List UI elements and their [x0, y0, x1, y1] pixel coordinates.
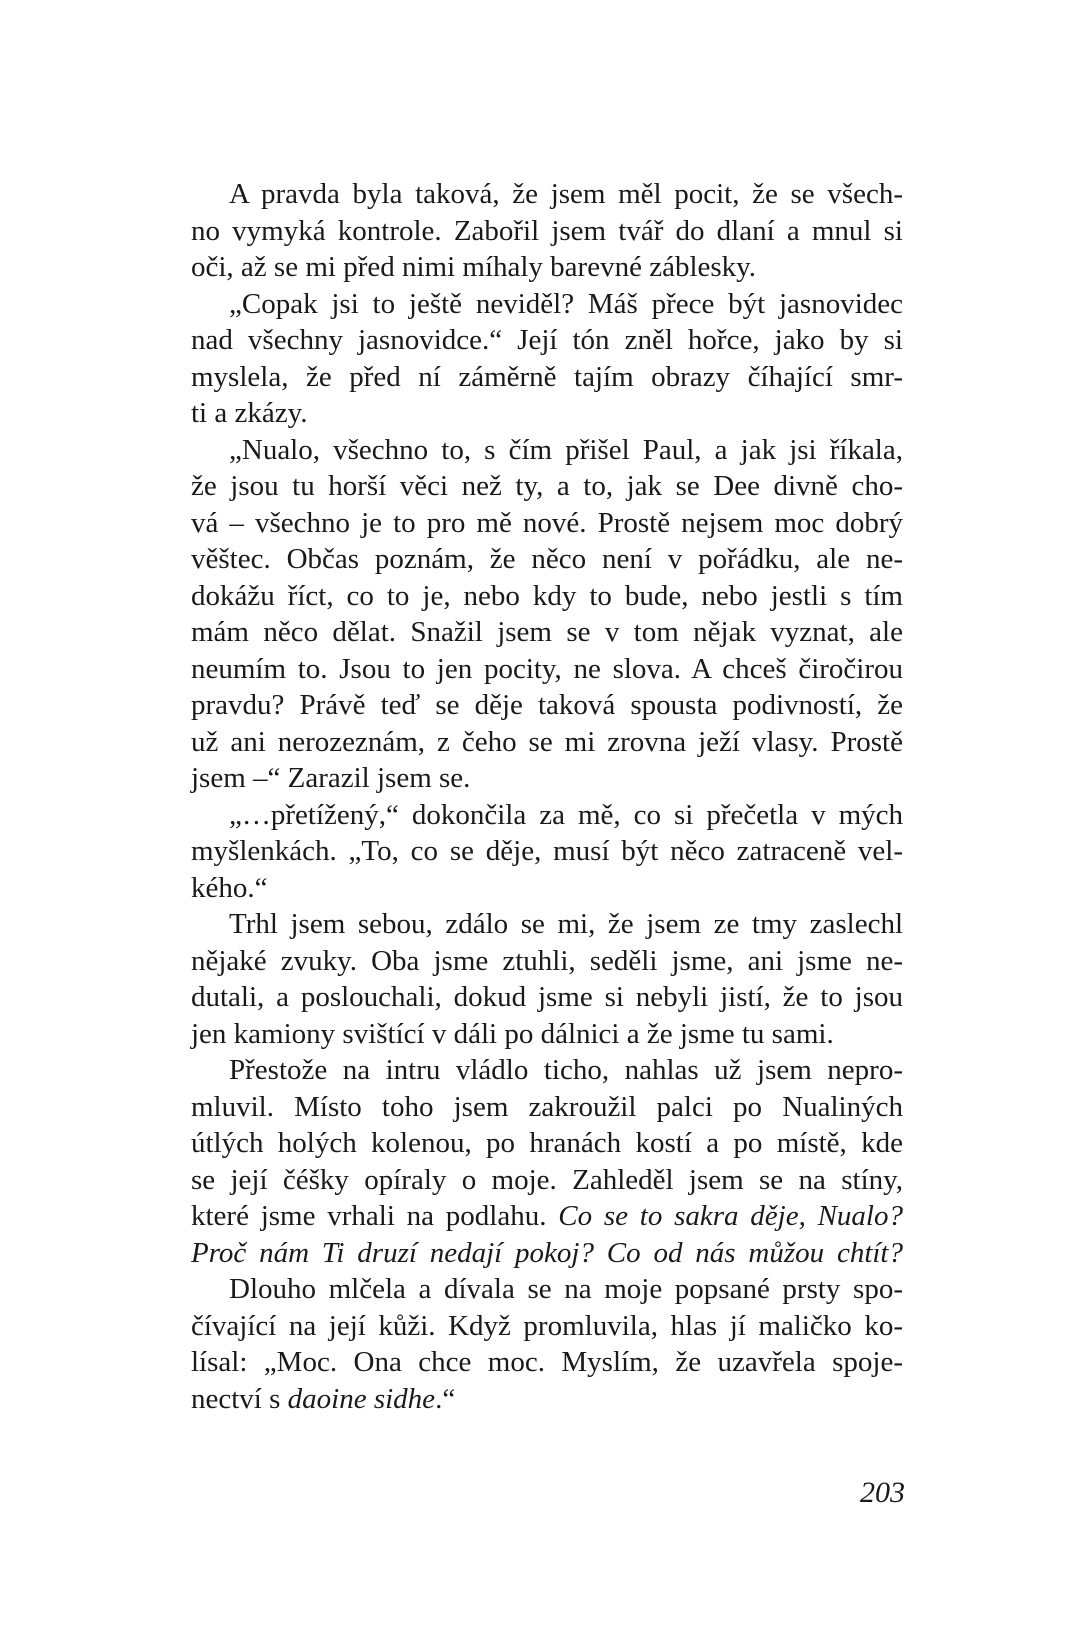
text-line: mluvil. Místo toho jsem zakroužil palci po Nualiných: [191, 1090, 903, 1123]
text-fragment: které jsme vrhali na podlahu.: [191, 1200, 547, 1232]
paragraph: [191, 1271, 903, 1417]
text-line: [191, 1235, 903, 1272]
text-line: [191, 1381, 903, 1418]
text-line: neumím to. Jsou to jen pocity, ne slova. A chceš čiročirou: [191, 652, 903, 685]
text-fragment: nectví s: [191, 1382, 288, 1415]
paragraph: [191, 176, 903, 286]
text-line: se její čéšky opíraly o moje. Zahleděl jsem se na stíny,: [191, 1163, 903, 1196]
text-line: čívající na její kůži. Když promluvila, hlas jí maličko ko-: [191, 1309, 903, 1342]
text-line: mám něco dělat. Snažil jsem se v tom nějak vyznat, ale: [191, 616, 903, 648]
paragraph: [191, 432, 903, 797]
paragraph: [191, 1052, 903, 1271]
text-line: oči, až se mi před nimi míhaly barevné záblesky.: [191, 251, 757, 283]
text-line: A pravda byla taková, že jsem měl pocit, že se všech-: [229, 178, 903, 210]
text-line: myslela, že před ní záměrně tajím obrazy číhající smr-: [191, 360, 903, 393]
paragraph: [191, 286, 903, 432]
text-line: jsem –“ Zarazil jsem se.: [191, 762, 471, 794]
italic-text: daoine sidhe: [287, 1382, 436, 1415]
text-line: ti a zkázy.: [191, 397, 308, 429]
text-line: no vymyká kontrole. Zabořil jsem tvář do dlaní a mnul si: [191, 214, 903, 247]
text-line: „…přetížený,“ dokončila za mě, co si přečetla v mých: [229, 798, 903, 831]
text-line: nad všechny jasnovidce.“ Její tón zněl hořce, jako by si: [191, 324, 903, 356]
italic-text: Co se to sakra děje, Nualo?: [558, 1200, 903, 1232]
paragraph: [191, 797, 903, 907]
paragraph: [191, 906, 903, 1052]
text-line: dokážu říct, co to je, nebo kdy to bude, nebo jestli s tím: [191, 579, 903, 612]
text-line: jen kamiony svištící v dáli po dálnici a že jsme tu sami.: [191, 1017, 834, 1050]
italic-text: Proč nám Ti druzí nedají pokoj? Co od nás můžou chtít?: [191, 1236, 903, 1269]
text-line: vá – všechno je to pro mě nové. Prostě nejsem moc dobrý: [191, 506, 903, 539]
page-number: 203: [860, 1476, 905, 1509]
text-line: lísal: „Moc. Ona chce moc. Myslím, že uzavřela spoje-: [191, 1346, 903, 1378]
text-line: myšlenkách. „To, co se děje, musí být něco zatraceně vel-: [191, 835, 903, 867]
text-line: „Copak jsi to ještě neviděl? Máš přece být jasnovidec: [229, 287, 903, 320]
text-line: [191, 1198, 903, 1235]
text-fragment: .“: [435, 1382, 456, 1415]
text-line: dutali, a poslouchali, dokud jsme si nebyli jistí, že to jsou: [191, 981, 903, 1013]
text-line: Trhl jsem sebou, zdálo se mi, že jsem ze tmy zaslechl: [229, 908, 903, 940]
text-line: pravdu? Právě teď se děje taková spousta podivností, že: [191, 689, 903, 721]
text-line: že jsou tu horší věci než ty, a to, jak se Dee divně cho-: [191, 470, 903, 502]
text-line: věštec. Občas poznám, že něco není v pořádku, ale ne-: [191, 543, 903, 575]
text-line: kého.“: [191, 871, 268, 904]
text-line: „Nualo, všechno to, s čím přišel Paul, a jak jsi říkala,: [229, 433, 903, 466]
text-line: útlých holých kolenou, po hranách kostí a po místě, kde: [191, 1127, 903, 1159]
body-text: [191, 176, 903, 1417]
text-line: nějaké zvuky. Oba jsme ztuhli, seděli jsme, ani jsme ne-: [191, 944, 903, 977]
text-line: Dlouho mlčela a dívala se na moje popsané prsty spo-: [229, 1273, 903, 1305]
text-line: už ani nerozeznám, z čeho se mi zrovna ježí vlasy. Prostě: [191, 725, 903, 758]
text-line: Přestože na intru vládlo ticho, nahlas už jsem nepro-: [229, 1054, 903, 1086]
